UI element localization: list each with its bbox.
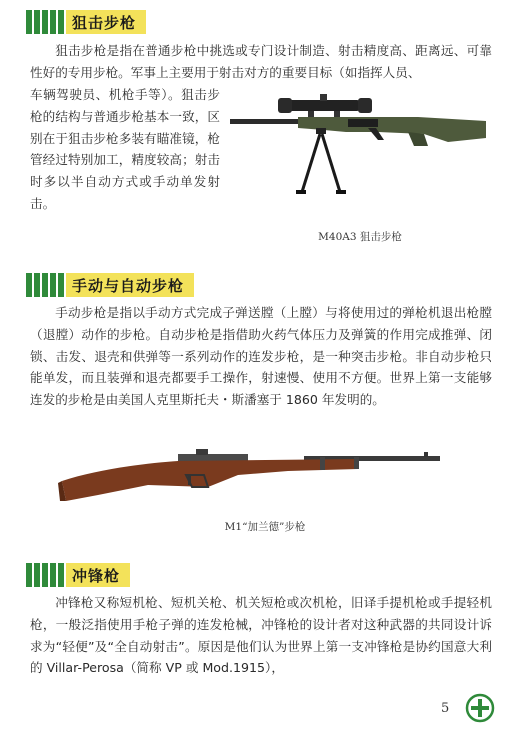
cross-emblem-icon — [465, 693, 495, 723]
figure-caption: M40A3 狙击步枪 — [318, 231, 402, 243]
section-text: 冲锋枪又称短机枪、短机关枪、机关短枪或次机枪，旧译手提机枪或手提轻机枪，一般泛指使用手枪子弹的连发枪械，冲锋枪的设计者对这种武器的共同设计诉求为“轻便”及“全自动射击”。原因是他们认为世界上第一支冲锋枪是协约国意大利的 Villar-Perosa（简称 VP 或 Mod.1915）， — [30, 595, 492, 676]
sniper-rifle-image — [228, 88, 490, 206]
header-bar — [66, 273, 194, 297]
section-text: 手动步枪是指以手动方式完成子弹送膛（上膛）与将使用过的弹枪机退出枪膛（退膛）动作的步枪。自动步枪是指借助火药气体压力及弹簧的作用完成推弹、闭锁、击发、退壳和供弹等一系列动作的连发步枪，是一种突击步枪。非自动步枪只能单发，而且装弹和退壳都要手工操作，射速慢、使用不方便。世界上第一支能够连发的步枪是由美国人克里斯托夫・斯潘塞于 1860 年发明的。 — [30, 305, 492, 408]
section-title: 冲锋枪 — [72, 566, 121, 585]
section-header-smg — [26, 563, 130, 587]
section-header-sniper — [26, 10, 146, 34]
section-title: 手动与自动步枪 — [72, 276, 185, 295]
section-text-full: 狙击步枪是指在普通步枪中挑选或专门设计制造、射击精度高、距离远、可靠性好的专用步枪。军事上主要用于射击对方的重要目标（如指挥人员、 — [30, 43, 492, 80]
m1-garand-rifle-image — [58, 445, 444, 507]
header-stripes — [26, 563, 66, 587]
header-stripes — [26, 10, 66, 34]
section-header-manual-auto — [26, 273, 194, 297]
section-text-left: 车辆驾驶员、机枪手等）。狙击步枪的结构与普通步枪基本一致，区别在于狙击步枪多装有瞄准镜，枪管经过特别加工，精度较高；射击时多以半自动方式或手动单发射击。 — [30, 87, 220, 211]
header-bar — [66, 10, 146, 34]
header-stripes — [26, 273, 66, 297]
page-number: 5 — [441, 701, 450, 716]
figure-caption: M1“加兰德”步枪 — [224, 521, 306, 533]
section-title: 狙击步枪 — [72, 13, 137, 32]
header-bar — [66, 563, 130, 587]
